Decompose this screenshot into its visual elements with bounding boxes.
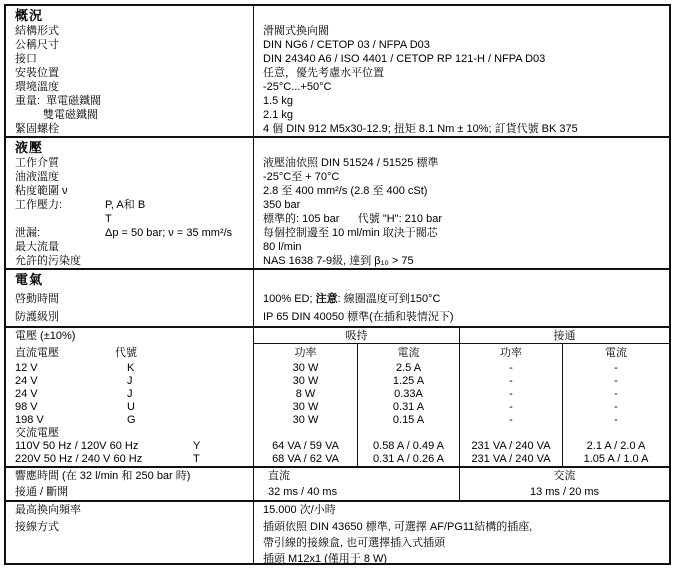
row-value: 標準的: 105 bar 代號 "H": 210 bar: [263, 213, 442, 225]
note-emphasis: 注意: [315, 293, 338, 305]
row-condition: T: [105, 213, 112, 225]
row-label: 工作壓力:: [15, 199, 63, 211]
row-value: NAS 1638 7-9級, 達到 β₁₀ > 75: [263, 255, 414, 267]
spec-row: [6, 226, 669, 240]
pull-power: 30 W: [254, 401, 358, 414]
hold-power: -: [460, 388, 563, 401]
section-hydraulic: [6, 136, 669, 268]
pull-current: 2.5 A: [358, 362, 460, 375]
spec-row: [6, 240, 669, 254]
on-off-label: 接通 / 斷開: [15, 486, 69, 498]
voltage-group-header-row: [6, 328, 669, 344]
hold-current: -: [614, 362, 618, 374]
code-value: J: [127, 388, 133, 400]
pull-current: 0.31 A: [358, 401, 460, 414]
row-value: 液壓油依照 DIN 51524 / 51525 標準: [263, 157, 439, 169]
dc-row: [6, 388, 669, 401]
section-overview: [6, 6, 669, 136]
pull-power: 8 W: [254, 388, 358, 401]
row-value: 滑閥式換向閥: [263, 25, 329, 37]
spec-row: [6, 290, 669, 308]
response-label: 響應時間 (在 32 l/min 和 250 bar 時): [15, 470, 191, 482]
hold-power: -: [460, 401, 563, 414]
section-title: 液壓: [15, 140, 44, 155]
spec-row: [6, 108, 669, 122]
row-label: 環境溫度: [15, 81, 59, 93]
section-header-row: [6, 138, 669, 156]
hold-power: -: [460, 375, 563, 388]
row-label: 允許的污染度: [15, 255, 81, 267]
pull-current: 0.15 A: [358, 414, 460, 427]
code-value: J: [127, 375, 133, 387]
section-header-cell: [6, 6, 254, 24]
spec-row: [6, 198, 669, 212]
dc-response-value: 32 ms / 40 ms: [254, 484, 460, 500]
section-header-row: [6, 270, 669, 290]
pull-current: 0.33A: [358, 388, 460, 401]
ac-voltage-label: 交流電壓: [15, 427, 59, 439]
current-header: 電流: [358, 344, 460, 362]
pull-in-group-header: 吸持: [254, 328, 460, 344]
code-header: 代號: [115, 347, 137, 359]
ac-column-header: 交流: [553, 470, 576, 482]
code-value: Y: [193, 440, 201, 452]
row-label: 防護級別: [15, 311, 59, 323]
hold-power: 231 VA / 240 VA: [460, 453, 563, 466]
hold-current: -: [614, 401, 618, 413]
row-value: 80 l/min: [263, 241, 302, 253]
spec-row: [6, 122, 669, 136]
row-label: 雙電磁鐵閥: [43, 109, 98, 121]
response-header-row: [6, 468, 669, 484]
row-label: 啓動時間: [15, 293, 59, 305]
row-label: 最大流量: [15, 241, 59, 253]
section-header-spacer: [254, 138, 669, 156]
row-value: 1.5 kg: [263, 95, 293, 107]
section-response-time: [6, 466, 669, 500]
ac-label-row: [6, 427, 669, 440]
section-title: 電氣: [15, 272, 44, 287]
code-value: T: [193, 453, 200, 465]
ac-response-value: 13 ms / 20 ms: [529, 486, 600, 498]
row-label: 公稱尺寸: [15, 39, 59, 51]
voltage-value: 24 V: [15, 375, 38, 387]
dc-row: [6, 375, 669, 388]
row-label: 粘度範圍 ν: [15, 185, 68, 197]
voltage-column-header-row: [6, 344, 669, 362]
row-label: 泄漏:: [15, 227, 41, 239]
section-electrical: [6, 268, 669, 326]
section-title: 概況: [15, 8, 44, 23]
power-header: 功率: [460, 344, 563, 362]
row-value: DIN NG6 / CETOP 03 / NFPA D03: [263, 39, 430, 51]
section-voltage-table: [6, 326, 669, 466]
voltage-value: 198 V: [15, 414, 44, 426]
spec-row: [6, 308, 669, 326]
hold-current: 2.1 A / 2.0 A: [586, 440, 646, 452]
spec-row: [6, 156, 669, 170]
voltage-header: 電壓 (±10%): [15, 330, 76, 342]
dc-row: [6, 362, 669, 375]
hold-current: -: [614, 375, 618, 387]
spec-row: [6, 519, 669, 565]
pull-power: 30 W: [254, 414, 358, 427]
row-value: IP 65 DIN 40050 標準(在插和裝情況下): [263, 311, 454, 323]
spec-row: [6, 38, 669, 52]
row-value: 100% ED; 注意: 線圈溫度可到150°C: [263, 293, 441, 305]
voltage-value: 220V 50 Hz / 240 V 60 Hz: [15, 453, 143, 465]
row-label: 安裝位置: [15, 67, 59, 79]
spec-row: [6, 66, 669, 80]
row-label: 工作介質: [15, 157, 59, 169]
row-value: -25°C至 + 70°C: [263, 171, 340, 183]
row-value: DIN 24340 A6 / ISO 4401 / CETOP RP 121-H / NFPA D03: [263, 53, 546, 65]
row-label: 重量: 單電磁鐵閥: [15, 95, 102, 107]
pull-power: 30 W: [254, 362, 358, 375]
spec-row: [6, 52, 669, 66]
hold-current: -: [614, 414, 618, 426]
row-label: 油液溫度: [15, 171, 59, 183]
section-header-cell: [6, 138, 254, 156]
connection-line: 帶引線的接線盒, 也可選擇插入式插頭: [263, 537, 446, 549]
ac-row: [6, 453, 669, 466]
section-header-cell: [6, 270, 254, 290]
current-header: 電流: [605, 347, 627, 359]
row-label: 接口: [15, 53, 37, 65]
spec-row: [6, 254, 669, 268]
voltage-value: 12 V: [15, 362, 38, 374]
dc-row: [6, 401, 669, 414]
spec-row: [6, 212, 669, 226]
row-label: 接線方式: [15, 521, 59, 533]
row-value: -25°C...+50°C: [263, 81, 332, 93]
spec-row: [6, 170, 669, 184]
spec-row: [6, 94, 669, 108]
spec-row: [6, 80, 669, 94]
dc-voltage-header: 直流電壓: [15, 347, 59, 359]
section-bottom: [6, 500, 669, 565]
hold-current: -: [614, 388, 618, 400]
hold-power: -: [460, 362, 563, 375]
row-value: 15.000 次/小時: [263, 504, 336, 516]
row-value: 2.1 kg: [263, 109, 293, 121]
row-condition: Δp = 50 bar; ν = 35 mm²/s: [105, 227, 233, 239]
dc-column-header: 直流: [254, 468, 460, 484]
hold-power: 231 VA / 240 VA: [460, 440, 563, 453]
spec-sheet: [4, 4, 671, 565]
row-value: 2.8 至 400 mm²/s (2.8 至 400 cSt): [263, 185, 428, 197]
section-header-spacer: [254, 6, 669, 24]
code-value: G: [127, 414, 136, 426]
pull-power: 64 VA / 59 VA: [254, 440, 358, 453]
row-value: 350 bar: [263, 199, 301, 211]
pull-current: 0.31 A / 0.26 A: [358, 453, 460, 466]
ac-row: [6, 440, 669, 453]
pull-power: 68 VA / 62 VA: [254, 453, 358, 466]
pull-power: 30 W: [254, 375, 358, 388]
spec-row: [6, 24, 669, 38]
connection-line: 插頭 M12x1 (僅用于 8 W): [263, 553, 388, 565]
spec-row: [6, 502, 669, 519]
code-value: U: [127, 401, 135, 413]
response-value-row: [6, 484, 669, 500]
pull-current: 0.58 A / 0.49 A: [358, 440, 460, 453]
hold-power: -: [460, 414, 563, 427]
row-value: 每個控制邊至 10 ml/min 取決于閥芯: [263, 227, 438, 239]
pull-current: 1.25 A: [358, 375, 460, 388]
hold-current: 1.05 A / 1.0 A: [583, 453, 649, 465]
dc-row: [6, 414, 669, 427]
row-value: [254, 519, 669, 565]
row-label: 結構形式: [15, 25, 59, 37]
section-header-spacer: [254, 270, 669, 290]
row-label: 緊固螺栓: [15, 123, 59, 135]
hold-group-header: 接通: [460, 328, 669, 344]
spec-row: [6, 184, 669, 198]
row-value: 任意，優先考慮水平位置: [263, 67, 384, 79]
voltage-value: 110V 50 Hz / 120V 60 Hz: [15, 440, 139, 452]
connection-line: 插頭依照 DIN 43650 標準, 可選擇 AF/PG11結構的插座,: [263, 521, 533, 533]
row-label: 最高換向頻率: [15, 504, 81, 516]
voltage-value: 98 V: [15, 401, 38, 413]
section-header-row: [6, 6, 669, 24]
power-header: 功率: [254, 344, 358, 362]
code-value: K: [127, 362, 135, 374]
row-condition: P, A和 B: [105, 199, 146, 211]
row-value: 4 個 DIN 912 M5x30-12.9; 扭矩 8.1 Nm ± 10%; 訂貨代號 BK 375: [263, 123, 578, 135]
voltage-value: 24 V: [15, 388, 38, 400]
